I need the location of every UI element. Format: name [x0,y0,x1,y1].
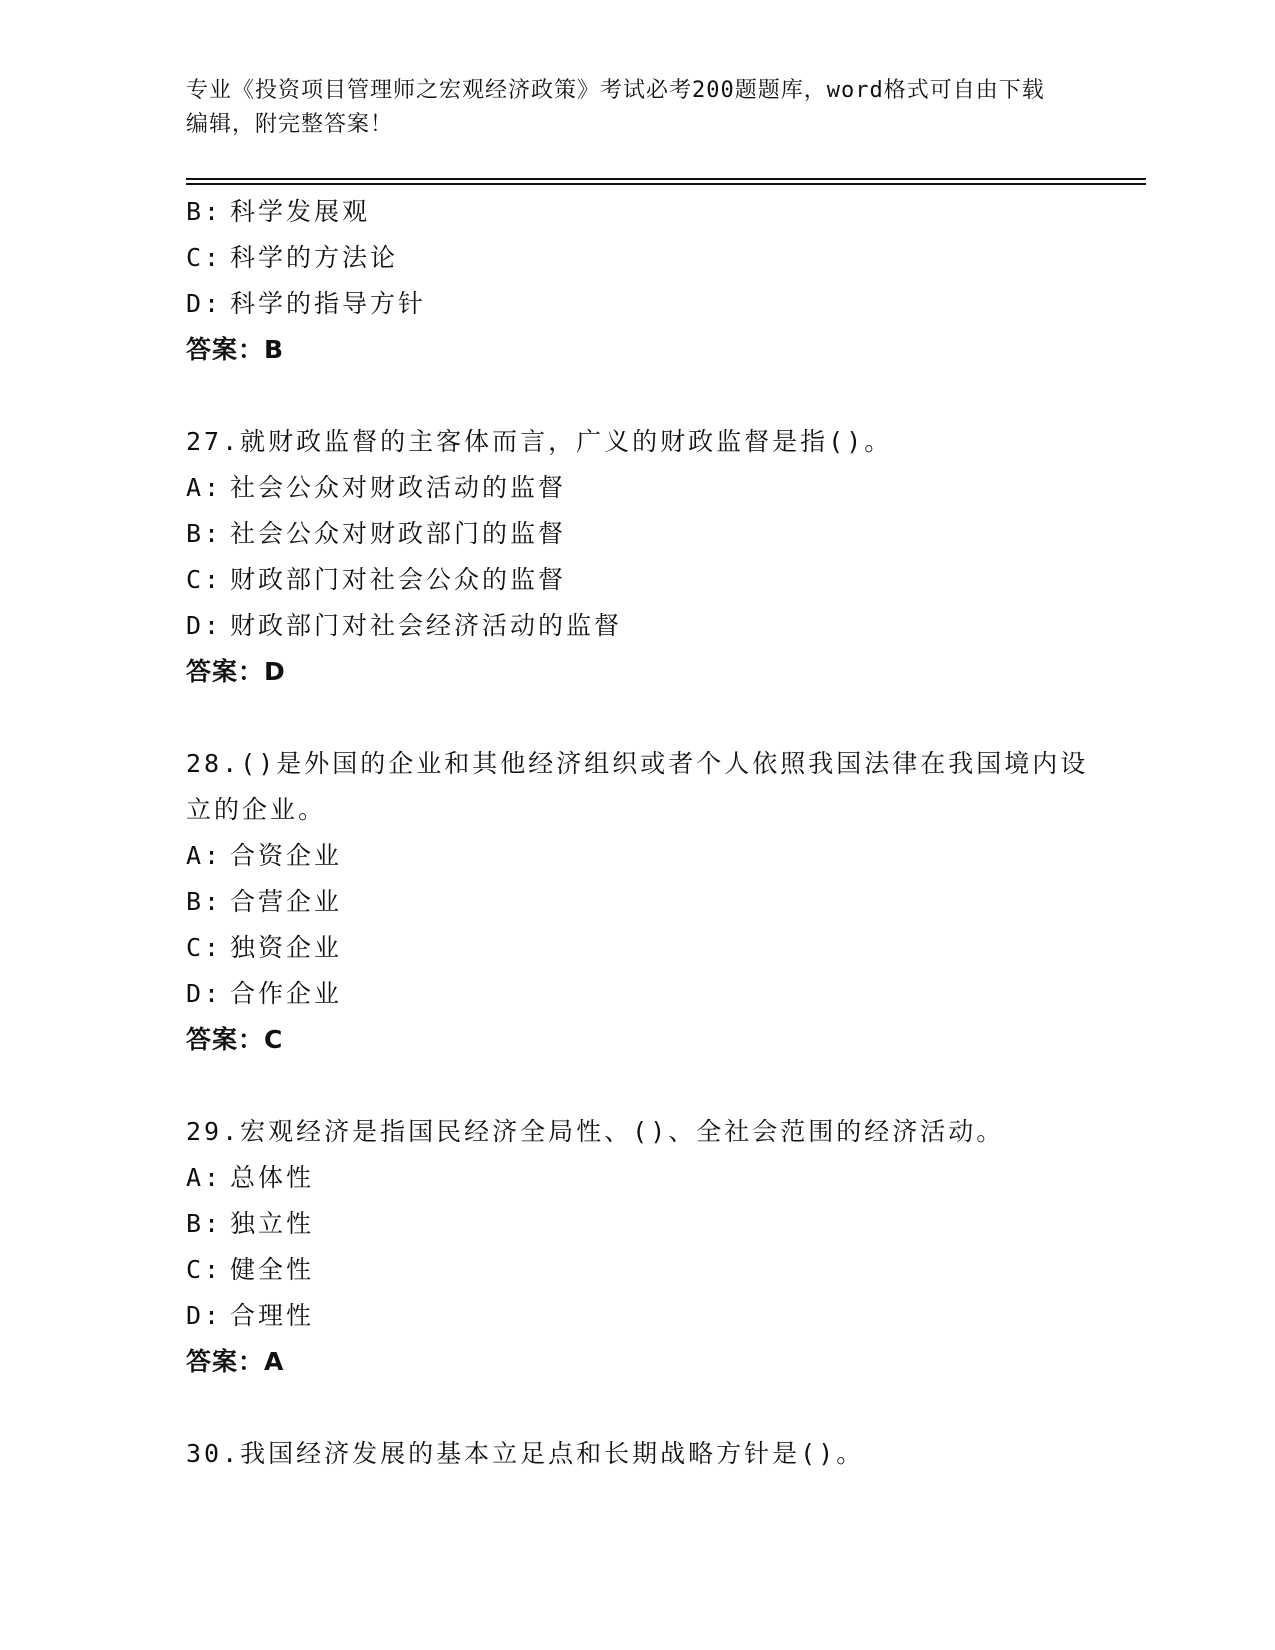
option-item [186,833,1106,879]
option-letter: D: [186,1301,223,1330]
option-letter: C: [186,243,223,272]
option-text: 独立性 [230,1209,315,1238]
option-letter: C: [186,933,223,962]
option-item [186,925,1106,971]
question-stem: 29.宏观经济是指国民经济全局性、()、全社会范围的经济活动。 [186,1117,1005,1146]
question-stem: 30.我国经济发展的基本立足点和长期战略方针是()。 [186,1439,865,1468]
option-text: 科学的指导方针 [230,289,427,318]
option-text: 财政部门对社会公众的监督 [230,565,567,594]
option-text: 合营企业 [230,887,343,916]
question-stem: 28.()是外国的企业和其他经济组织或者个人依照我国法律在我国境内设立的企业。 [186,749,1089,824]
question-block-30 [186,1431,1106,1477]
option-letter: A: [186,1163,223,1192]
header-rule-bottom [186,183,1146,185]
option-text: 独资企业 [230,933,343,962]
option-item [186,1247,1106,1293]
option-item [186,557,1106,603]
header-rule-top [186,178,1146,180]
answer-line: 答案：A [186,1347,285,1376]
option-letter: B: [186,887,223,916]
document-header: 专业《投资项目管理师之宏观经济政策》考试必考200题题库，word格式可自由下载编辑，附完整答案！ [186,78,1045,137]
answer-line: 答案：C [186,1025,284,1054]
option-item [186,1201,1106,1247]
option-letter: A: [186,473,223,502]
option-item [186,971,1106,1017]
question-block-28 [186,741,1106,1063]
option-item [186,879,1106,925]
option-letter: B: [186,1209,223,1238]
option-text: 合作企业 [230,979,343,1008]
question-list [186,189,1106,1477]
option-letter: B: [186,519,223,548]
option-item [186,465,1106,511]
carryover-block [186,189,1106,373]
option-letter: B: [186,197,223,226]
option-text: 健全性 [230,1255,315,1284]
option-text: 科学发展观 [230,197,371,226]
option-item [186,189,1106,235]
question-block-29 [186,1109,1106,1385]
option-text: 社会公众对财政活动的监督 [230,473,567,502]
option-item [186,1293,1106,1339]
option-letter: D: [186,289,223,318]
option-text: 社会公众对财政部门的监督 [230,519,567,548]
option-item [186,235,1106,281]
option-item [186,1155,1106,1201]
option-item [186,511,1106,557]
option-text: 总体性 [230,1163,315,1192]
option-item [186,603,1106,649]
option-text: 财政部门对社会经济活动的监督 [230,611,623,640]
option-letter: D: [186,979,223,1008]
option-item [186,281,1106,327]
answer-line: 答案：D [186,657,286,686]
option-letter: C: [186,1255,223,1284]
option-letter: C: [186,565,223,594]
question-stem: 27.就财政监督的主客体而言，广义的财政监督是指()。 [186,427,893,456]
option-letter: D: [186,611,223,640]
option-text: 科学的方法论 [230,243,399,272]
question-block-27 [186,419,1106,695]
option-letter: A: [186,841,223,870]
option-text: 合理性 [230,1301,315,1330]
option-text: 合资企业 [230,841,343,870]
answer-line: 答案：B [186,335,285,364]
